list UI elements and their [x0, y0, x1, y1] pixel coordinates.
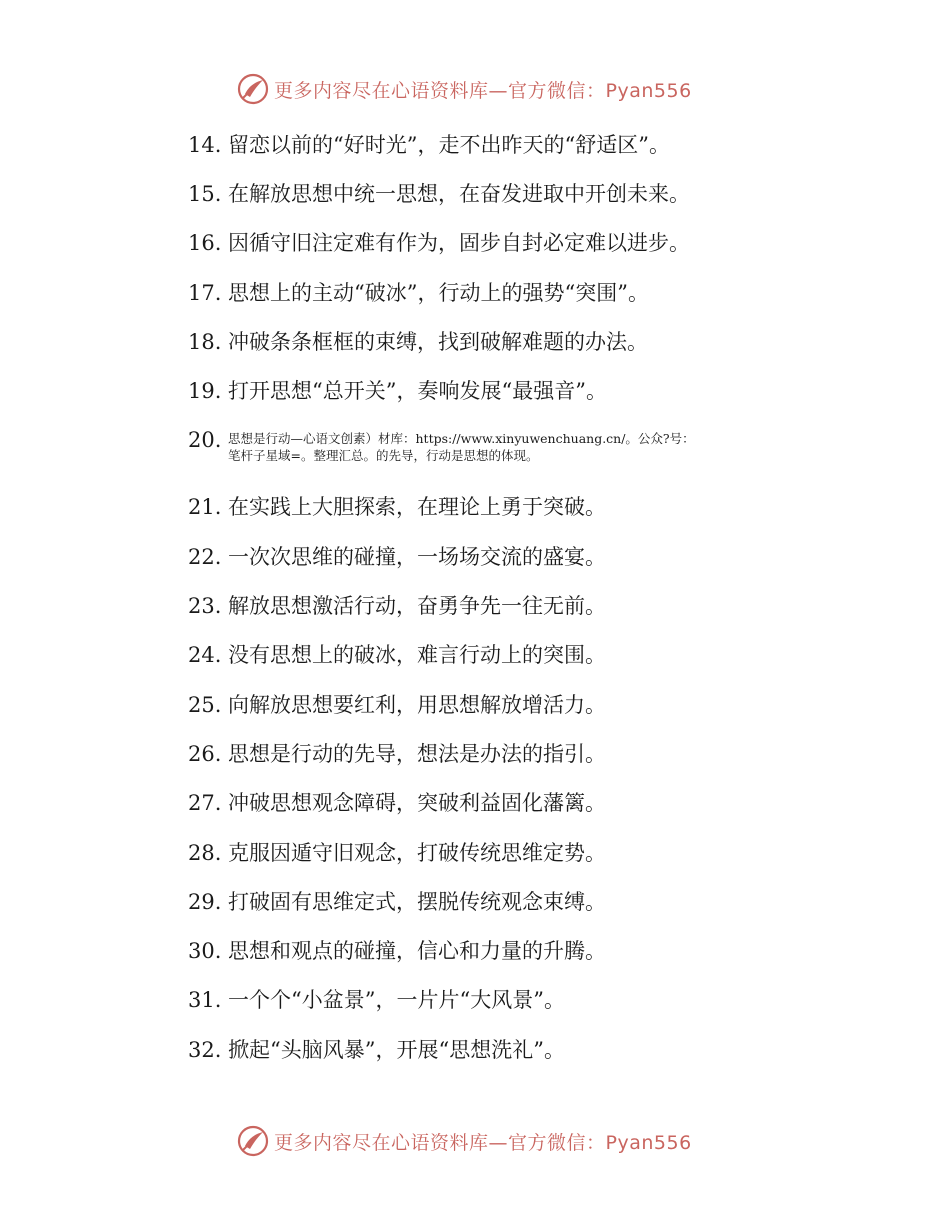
- list-item: 21. 在实践上大胆探索，在理论上勇于突破。: [188, 495, 606, 519]
- list-item-small-text: 思想是行动—心语文创素）材库：https://www.xinyuwenchuang.cn/。公众?号： 笔杆子星域=。整理汇总。的先导，行动是思想的体现。: [228, 431, 695, 463]
- list-item: 31. 一个个“小盆景”，一片片“大风景”。: [188, 988, 565, 1012]
- footer-banner: [236, 1124, 692, 1158]
- list-item: 30. 思想和观点的碰撞，信心和力量的升腾。: [188, 939, 606, 963]
- list-item: 16. 因循守旧注定难有作为，固步自封必定难以进步。: [188, 231, 690, 255]
- header-banner: [236, 72, 692, 106]
- list-item: 32. 掀起“头脑风暴”，开展“思想洗礼”。: [188, 1038, 565, 1062]
- list-item-small: 20. 思想是行动—心语文创素）材库：https://www.xinyuwenchuang.cn/。公众?号： 笔杆子星域=。整理汇总。的先导，行动是思想的体现。: [188, 428, 828, 464]
- list-item: 25. 向解放思想要红利，用思想解放增活力。: [188, 693, 606, 717]
- list-item: 23. 解放思想激活行动，奋勇争先一往无前。: [188, 594, 606, 618]
- list-item: 28. 克服因遁守旧观念，打破传统思维定势。: [188, 841, 606, 865]
- seal-logo-icon: [236, 72, 270, 106]
- header-banner-text: 更多内容尽在心语资料库—官方微信：Pyan556: [274, 79, 692, 102]
- list-item: 26. 思想是行动的先导，想法是办法的指引。: [188, 742, 606, 766]
- footer-banner-text: 更多内容尽在心语资料库—官方微信：Pyan556: [274, 1131, 692, 1154]
- list-item: 15. 在解放思想中统一思想，在奋发进取中开创未来。: [188, 182, 690, 206]
- list-item: 17. 思想上的主动“破冰”，行动上的强势“突围”。: [188, 281, 649, 305]
- list-item: 14. 留恋以前的“好时光”，走不出昨天的“舒适区”。: [188, 133, 670, 157]
- list-item: 19. 打开思想“总开关”，奏响发展“最强音”。: [188, 379, 607, 403]
- list-item: 29. 打破固有思维定式，摆脱传统观念束缚。: [188, 890, 606, 914]
- list-item: 24. 没有思想上的破冰，难言行动上的突围。: [188, 643, 606, 667]
- list-item: 18. 冲破条条框框的束缚，找到破解难题的办法。: [188, 330, 648, 354]
- seal-logo-icon: [236, 1124, 270, 1158]
- list-item: 22. 一次次思维的碰撞，一场场交流的盛宴。: [188, 545, 606, 569]
- list-item: 27. 冲破思想观念障碍，突破利益固化藩篱。: [188, 791, 606, 815]
